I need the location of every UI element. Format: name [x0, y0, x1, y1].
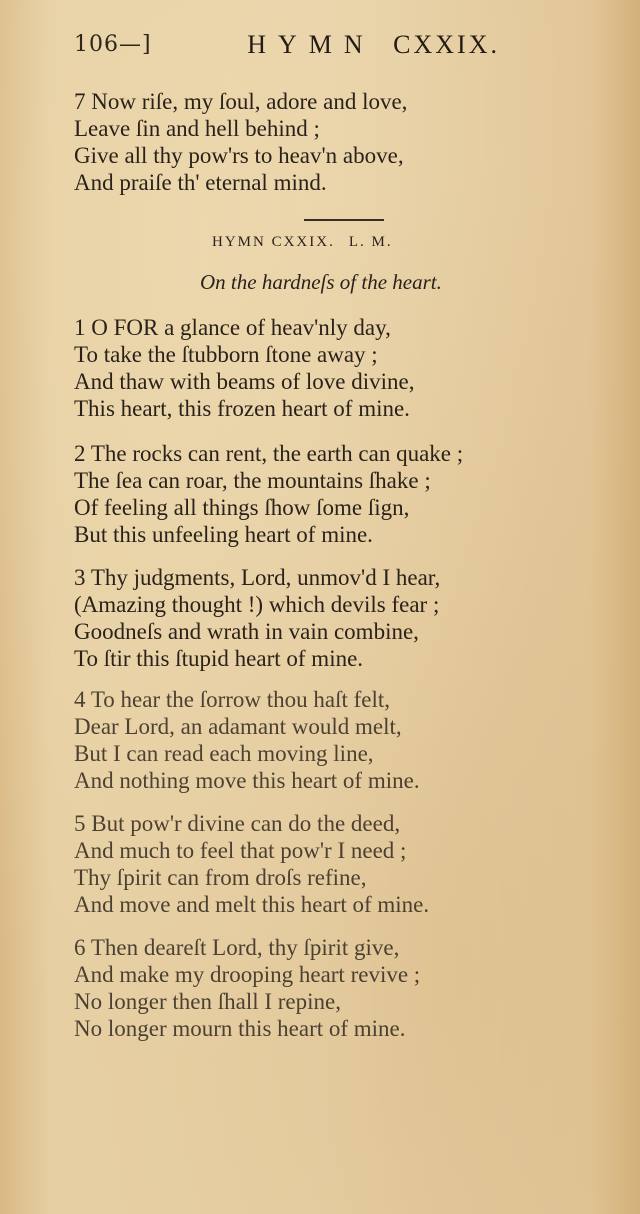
verse-line: Leave ſin and hell behind ; [74, 116, 320, 141]
section-divider [304, 219, 384, 221]
verse-line: Goodneſs and wrath in vain combine, [74, 619, 419, 644]
verse-line: (Amazing thought !) which devils fear ; [74, 592, 440, 617]
verse-line: No longer mourn this heart of mine. [74, 1016, 406, 1041]
verse-line: No longer then ſhall I repine, [74, 989, 341, 1014]
verse-line: And nothing move this heart of mine. [74, 768, 420, 793]
hymn-subtitle: On the hardneſs of the heart. [200, 270, 442, 294]
stanza-2 [74, 440, 574, 548]
stanza-1 [74, 314, 574, 422]
hymn-meter: L. M. [348, 234, 393, 250]
verse-line: And much to feel that pow'r I need ; [74, 838, 407, 863]
verse-line: To ſtir this ſtupid heart of mine. [74, 646, 364, 671]
stanza-5 [74, 810, 574, 918]
running-head-number: CXXIX. [393, 30, 500, 59]
stanza-3 [74, 564, 574, 672]
stanza-4 [74, 686, 574, 794]
verse-line: This heart, this frozen heart of mine. [74, 396, 410, 421]
verse-line: Of feeling all things ſhow ſome ſign, [74, 495, 410, 520]
hymn-number: HYMN CXXIX. [212, 234, 335, 250]
verse-line: And praiſe th' eternal mind. [74, 170, 327, 195]
verse-line: 3 Thy judgments, Lord, unmov'd I hear, [74, 565, 441, 590]
verse-line: 4 To hear the ſorrow thou haſt felt, [74, 687, 391, 712]
verse-line: And move and melt this heart of mine. [74, 892, 430, 917]
stanza-6 [74, 934, 574, 1042]
previous-hymn-stanza-7 [74, 88, 574, 196]
verse-line: But I can read each moving line, [74, 741, 374, 766]
verse-line: To take the ſtubborn ſtone away ; [74, 342, 378, 367]
verse-line: Dear Lord, an adamant would melt, [74, 714, 402, 739]
running-head [247, 30, 500, 60]
verse-line: The ſea can roar, the mountains ſhake ; [74, 468, 431, 493]
verse-line: But this unfeeling heart of mine. [74, 522, 373, 547]
verse-line: 7 Now riſe, my ſoul, adore and love, [74, 89, 408, 114]
verse-line: And thaw with beams of love divine, [74, 369, 415, 394]
verse-line: Give all thy pow'rs to heav'n above, [74, 143, 404, 168]
verse-line: 1 O FOR a glance of heav'nly day, [74, 315, 391, 340]
verse-line: 2 The rocks can rent, the earth can quake ; [74, 441, 464, 466]
page-header [74, 26, 500, 66]
verse-line: And make my drooping heart revive ; [74, 962, 421, 987]
page-number: 106—] [74, 32, 152, 57]
hymn-title [212, 234, 393, 251]
verse-line: 6 Then deareſt Lord, thy ſpirit give, [74, 935, 400, 960]
verse-line: Thy ſpirit can from droſs refine, [74, 865, 367, 890]
running-head-word: HYMN [247, 30, 375, 59]
verse-line: 5 But pow'r divine can do the deed, [74, 811, 401, 836]
